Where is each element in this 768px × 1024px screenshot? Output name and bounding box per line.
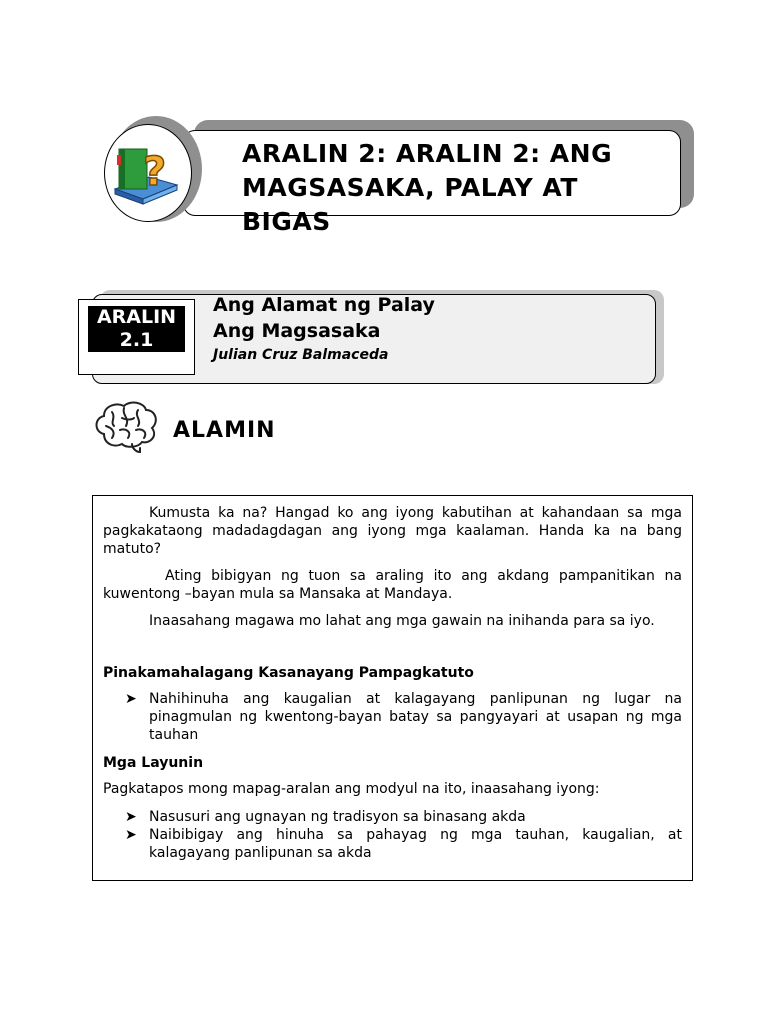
arrow-bullet-icon: ➤ bbox=[125, 809, 137, 825]
objectives-intro: Pagkatapos mong mapag-aralan ang modyul na ito, inaasahang iyong: bbox=[103, 781, 600, 797]
lesson-label-box bbox=[78, 299, 195, 375]
list-item bbox=[103, 690, 682, 744]
objective-text: Nasusuri ang ugnayan ng tradisyon sa binasang akda bbox=[149, 809, 526, 825]
svg-text:?: ? bbox=[143, 149, 167, 195]
content-box bbox=[92, 495, 693, 881]
lesson-title-1: Ang Alamat ng Palay bbox=[213, 294, 435, 316]
alamin-heading: ALAMIN bbox=[173, 418, 276, 443]
arrow-bullet-icon: ➤ bbox=[125, 691, 137, 707]
objectives-list bbox=[103, 808, 682, 862]
competency-list bbox=[103, 690, 682, 744]
objective-text: Naibibigay ang hinuha sa pahayag ng mga tauhan, kaugalian, at kalagayang panlipunan sa akda bbox=[149, 827, 682, 861]
lesson-title-2: Ang Magsasaka bbox=[213, 320, 381, 342]
competency-heading: Pinakamahalagang Kasanayang Pampagkatuto bbox=[103, 665, 474, 681]
intro-paragraph-2: Ating bibigyan ng tuon sa araling ito ang akdang pampanitikan na kuwentong –bayan mula sa Mansaka at Mandaya. bbox=[103, 568, 682, 602]
competency-text: Nahihinuha ang kaugalian at kalagayang panlipunan ng lugar na pinagmulan ng kwentong-bayan batay sa pangyayari at usapan ng mga tauhan bbox=[149, 691, 682, 743]
lesson-label-line1: ARALIN bbox=[96, 306, 177, 328]
page-title: ARALIN 2: ARALIN 2: ANG MAGSASAKA, PALAY AT BIGAS bbox=[242, 139, 613, 236]
list-item bbox=[103, 808, 682, 826]
book-question-icon bbox=[105, 125, 193, 223]
brain-icon bbox=[92, 398, 160, 456]
title-banner bbox=[183, 130, 681, 236]
title-icon-frame bbox=[104, 124, 192, 222]
list-item bbox=[103, 826, 682, 862]
intro-paragraph-1: Kumusta ka na? Hangad ko ang iyong kabutihan at kahandaan sa mga pagkakataong madadagdagan ang iyong mga kaalaman. Handa ka na bang matuto? bbox=[103, 505, 682, 557]
arrow-bullet-icon: ➤ bbox=[125, 827, 137, 843]
intro-paragraph-3: Inaasahang magawa mo lahat ang mga gawain na inihanda para sa iyo. bbox=[149, 613, 655, 629]
lesson-label-line2: 2.1 bbox=[119, 329, 154, 351]
lesson-label bbox=[88, 306, 185, 352]
objectives-heading: Mga Layunin bbox=[103, 755, 204, 771]
lesson-author: Julian Cruz Balmaceda bbox=[213, 347, 389, 363]
